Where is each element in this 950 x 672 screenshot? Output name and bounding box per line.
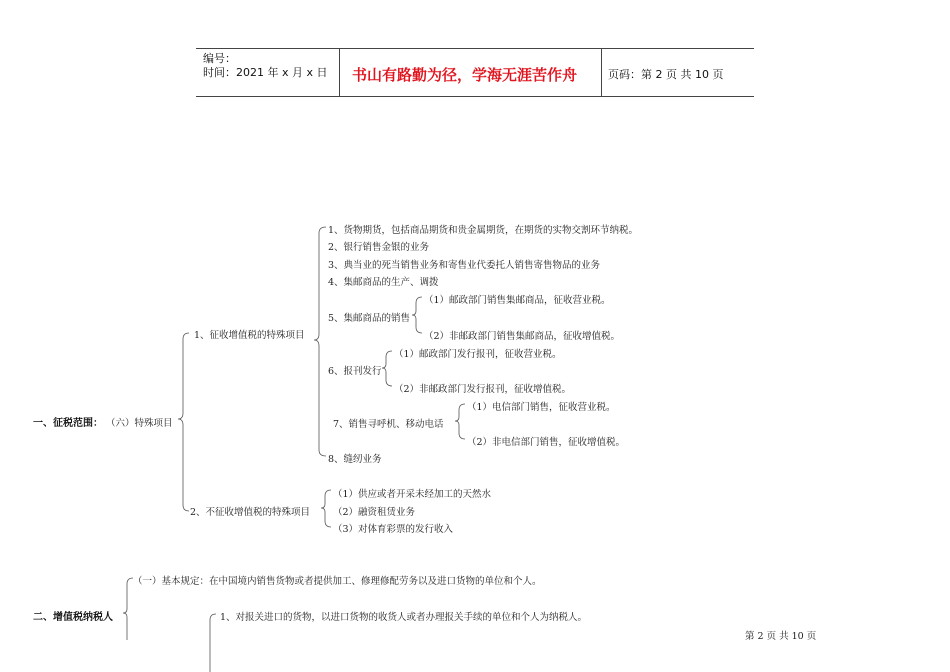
header-serial: 编号： — [203, 52, 236, 65]
group1-item-5b: （2）非邮政部门销售集邮商品，征收增值税。 — [424, 331, 621, 342]
footer-page-number: 第 2 页 共 10 页 — [745, 631, 817, 642]
group1-item-5a: （1）邮政部门销售集邮商品，征收营业税。 — [424, 295, 611, 306]
bracket-section2 — [123, 578, 133, 640]
group1-item-6b: （2）非邮政部门发行报刊，征收增值税。 — [394, 384, 572, 395]
group1-title: 1、征收增值税的特殊项目 — [194, 330, 305, 341]
section2-basic: （一）基本规定：在中国境内销售货物或者提供加工、修理修配劳务以及进口货物的单位和个人。 — [133, 576, 542, 587]
bracket-group2 — [321, 490, 331, 527]
group1-item-2: 2、银行销售金银的业务 — [328, 242, 430, 253]
section2-import: 1、对报关进口的货物，以进口货物的收货人或者办理报关手续的单位和个人为纳税人。 — [220, 612, 588, 623]
section1-title: 一、征税范围： — [33, 418, 103, 429]
group1-item-7a: （1）电信部门销售，征收营业税。 — [467, 402, 616, 413]
group2-item-2: （2）融资租赁业务 — [333, 507, 416, 518]
group1-item-4: 4、集邮商品的生产、调拨 — [328, 277, 439, 288]
header-page-info: 页码：第 2 页 共 10 页 — [608, 68, 724, 81]
bracket-i5 — [412, 297, 422, 333]
bracket-import — [210, 614, 216, 672]
group2-title: 2、不征收增值税的特殊项目 — [190, 507, 311, 518]
section2-title: 二、增值税纳税人 — [33, 612, 113, 623]
header-time: 时间：2021 年 x 月 x 日 — [203, 66, 328, 79]
group2-item-3: （3）对体育彩票的发行收入 — [333, 524, 454, 535]
bracket-section1 — [178, 333, 189, 511]
group2-item-1: （1）供应或者开采未经加工的天然水 — [333, 489, 492, 500]
group1-item-5: 5、集邮商品的销售 — [328, 313, 411, 324]
group1-item-6: 6、报刊发行 — [328, 366, 382, 377]
group1-item-3: 3、典当业的死当销售业务和寄售业代委托人销售寄售物品的业务 — [328, 260, 601, 271]
group1-item-1: 1、货物期货，包括商品期货和贵金属期货，在期货的实物交割环节纳税。 — [328, 225, 639, 236]
group1-item-7b: （2）非电信部门销售，征收增值税。 — [467, 437, 626, 448]
group1-item-7: 7、销售寻呼机、移动电话 — [333, 419, 444, 430]
bracket-i7 — [455, 404, 465, 439]
group1-item-8: 8、缝纫业务 — [328, 454, 382, 465]
section1-subtitle: （六）特殊项目 — [106, 418, 173, 429]
bracket-group1 — [314, 227, 326, 456]
bracket-i6 — [382, 351, 392, 386]
group1-item-6a: （1）邮政部门发行报刊，征收营业税。 — [394, 349, 562, 360]
header-motto: 书山有路勤为径，学海无涯苦作舟 — [352, 66, 578, 84]
